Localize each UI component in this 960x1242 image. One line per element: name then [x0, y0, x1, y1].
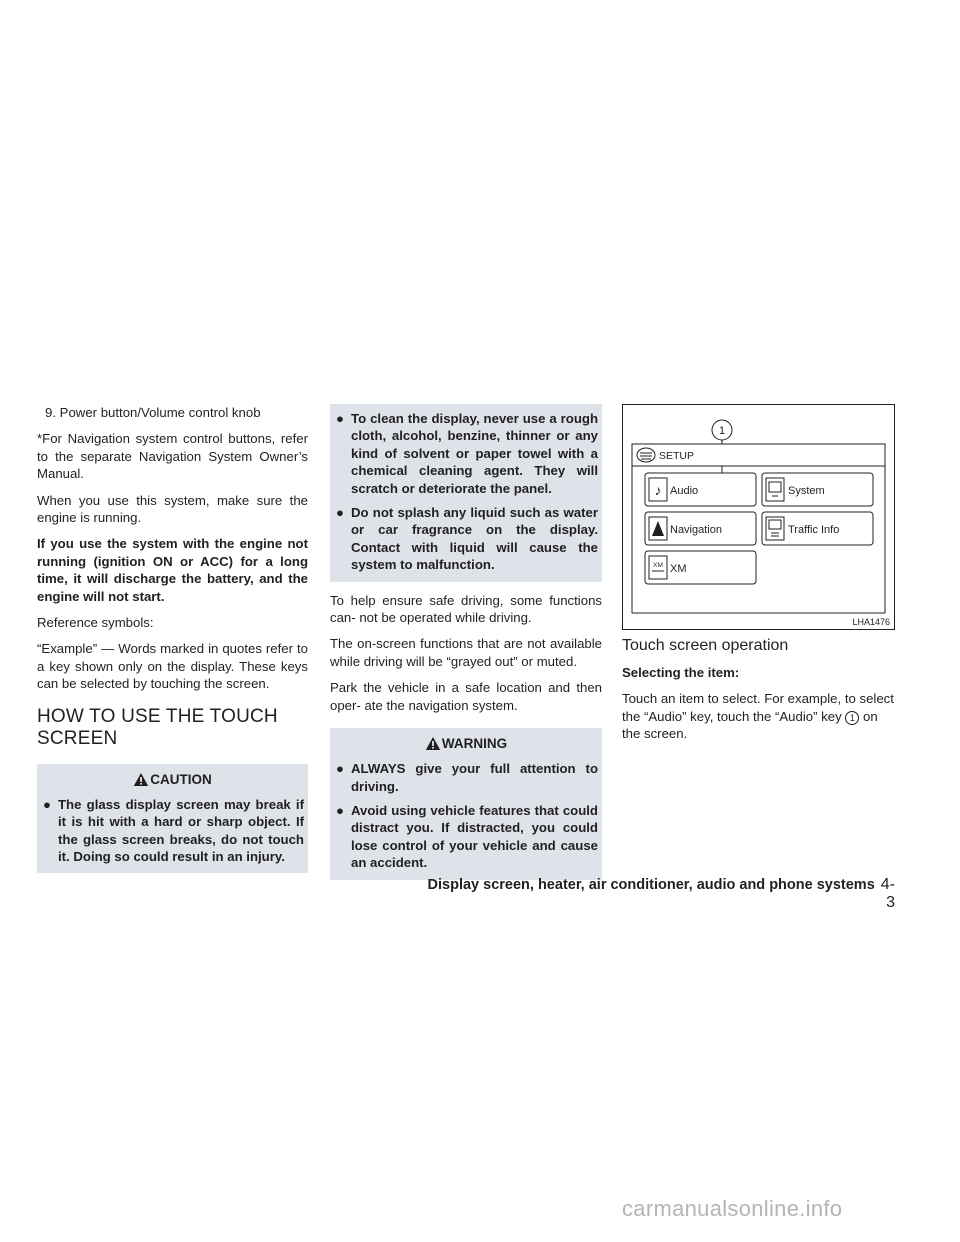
caution-box-continued: [330, 404, 602, 582]
bullet-icon: ●: [336, 411, 344, 426]
audio-button-label: Audio: [670, 485, 699, 497]
warning-triangle-icon: [425, 736, 441, 751]
warning-bullet: ● Avoid using vehicle features that could distract you. If distracted, you could lose control of your vehicle and cause an accident.: [336, 802, 598, 871]
bullet-icon: ●: [43, 796, 51, 812]
caution-box: [37, 764, 308, 874]
xm-button[interactable]: [645, 551, 756, 584]
caution-header: [41, 770, 304, 790]
warning-title: WARNING: [441, 736, 508, 752]
warning-triangle-icon: [133, 772, 149, 787]
traffic-info-button[interactable]: [762, 512, 873, 545]
setup-screen-figure: [622, 404, 895, 630]
paragraph: Park the vehicle in a safe location and then oper- ate the navigation system.: [330, 680, 602, 713]
paragraph: To help ensure safe driving, some functions can- not be operated while driving.: [330, 592, 602, 626]
paragraph: *For Navigation system control buttons, refer to the separate Navigation System Owner’s Manual.: [37, 431, 308, 482]
caution-bullet: ● To clean the display, never use a rough cloth, alcohol, benzine, thinner or any kind of solvent or paper towel with a chemical cleaning agent. They will scratch or deteriorate the panel.: [336, 411, 598, 496]
bullet-icon: ●: [336, 505, 344, 521]
bullet-icon: ●: [336, 761, 344, 777]
section-heading: HOW TO USE THE TOUCH SCREEN: [37, 705, 278, 749]
column-left: [37, 404, 308, 873]
bullet-icon: ●: [336, 802, 344, 818]
bold-paragraph: If you use the system with the engine not running (ignition ON or ACC) for a long time, it will discharge the battery, and the engine will not start.: [37, 536, 308, 604]
caution-bullet: ● Do not splash any liquid such as water or car fragrance on the display. Contact with liquid will cause the system to malfunction.: [336, 505, 598, 573]
paragraph: Touch an item to select. For example, to select the “Audio” key, touch the “Audio” key 1 on the screen.: [622, 691, 894, 742]
figure-id: LHA1476: [852, 617, 890, 627]
footer-section-title: Display screen, heater, air conditioner, audio and phone systems: [427, 877, 875, 893]
warning-box: [330, 728, 602, 879]
traffic-info-button-label: Traffic Info: [788, 524, 840, 536]
subheading-bold: Selecting the item:: [622, 665, 740, 680]
navigation-button-label: Navigation: [670, 524, 722, 536]
setup-header-label: SETUP: [659, 450, 695, 462]
column-right: [622, 404, 895, 752]
navigation-button[interactable]: [645, 512, 756, 545]
paragraph: “Example” — Words marked in quotes refer to a key shown only on the display. These keys can be selected by touching the screen.: [37, 641, 308, 692]
paragraph: Reference symbols:: [37, 615, 154, 631]
system-button[interactable]: [762, 473, 873, 506]
xm-button-label: XM: [670, 563, 687, 575]
callout-number: 1: [718, 425, 726, 437]
page-footer: [420, 876, 895, 912]
caution-bullet: ● The glass display screen may break if it is hit with a hard or sharp object. If the glass screen breaks, do not touch it. Doing so could result in an injury.: [43, 796, 304, 864]
watermark-logo: carmanualsonline.info: [622, 1196, 843, 1221]
column-middle: [330, 404, 602, 880]
system-button-label: System: [788, 485, 825, 497]
svg-text:♪: ♪: [654, 482, 662, 498]
list-item: 9. Power button/Volume control knob: [45, 405, 261, 420]
warning-header: [334, 734, 598, 754]
warning-bullet: ● ALWAYS give your full attention to driving.: [336, 761, 598, 794]
audio-button[interactable]: [645, 473, 756, 506]
subheading: Touch screen operation: [622, 637, 789, 654]
paragraph: When you use this system, make sure the engine is running.: [37, 492, 308, 526]
paragraph: The on-screen functions that are not available while driving will be “grayed out” or muted.: [330, 636, 602, 669]
callout-marker: 1: [845, 711, 859, 725]
caution-title: CAUTION: [150, 771, 212, 787]
page-number: 4-3: [880, 876, 895, 911]
xm-radio-icon: XM: [653, 562, 663, 569]
